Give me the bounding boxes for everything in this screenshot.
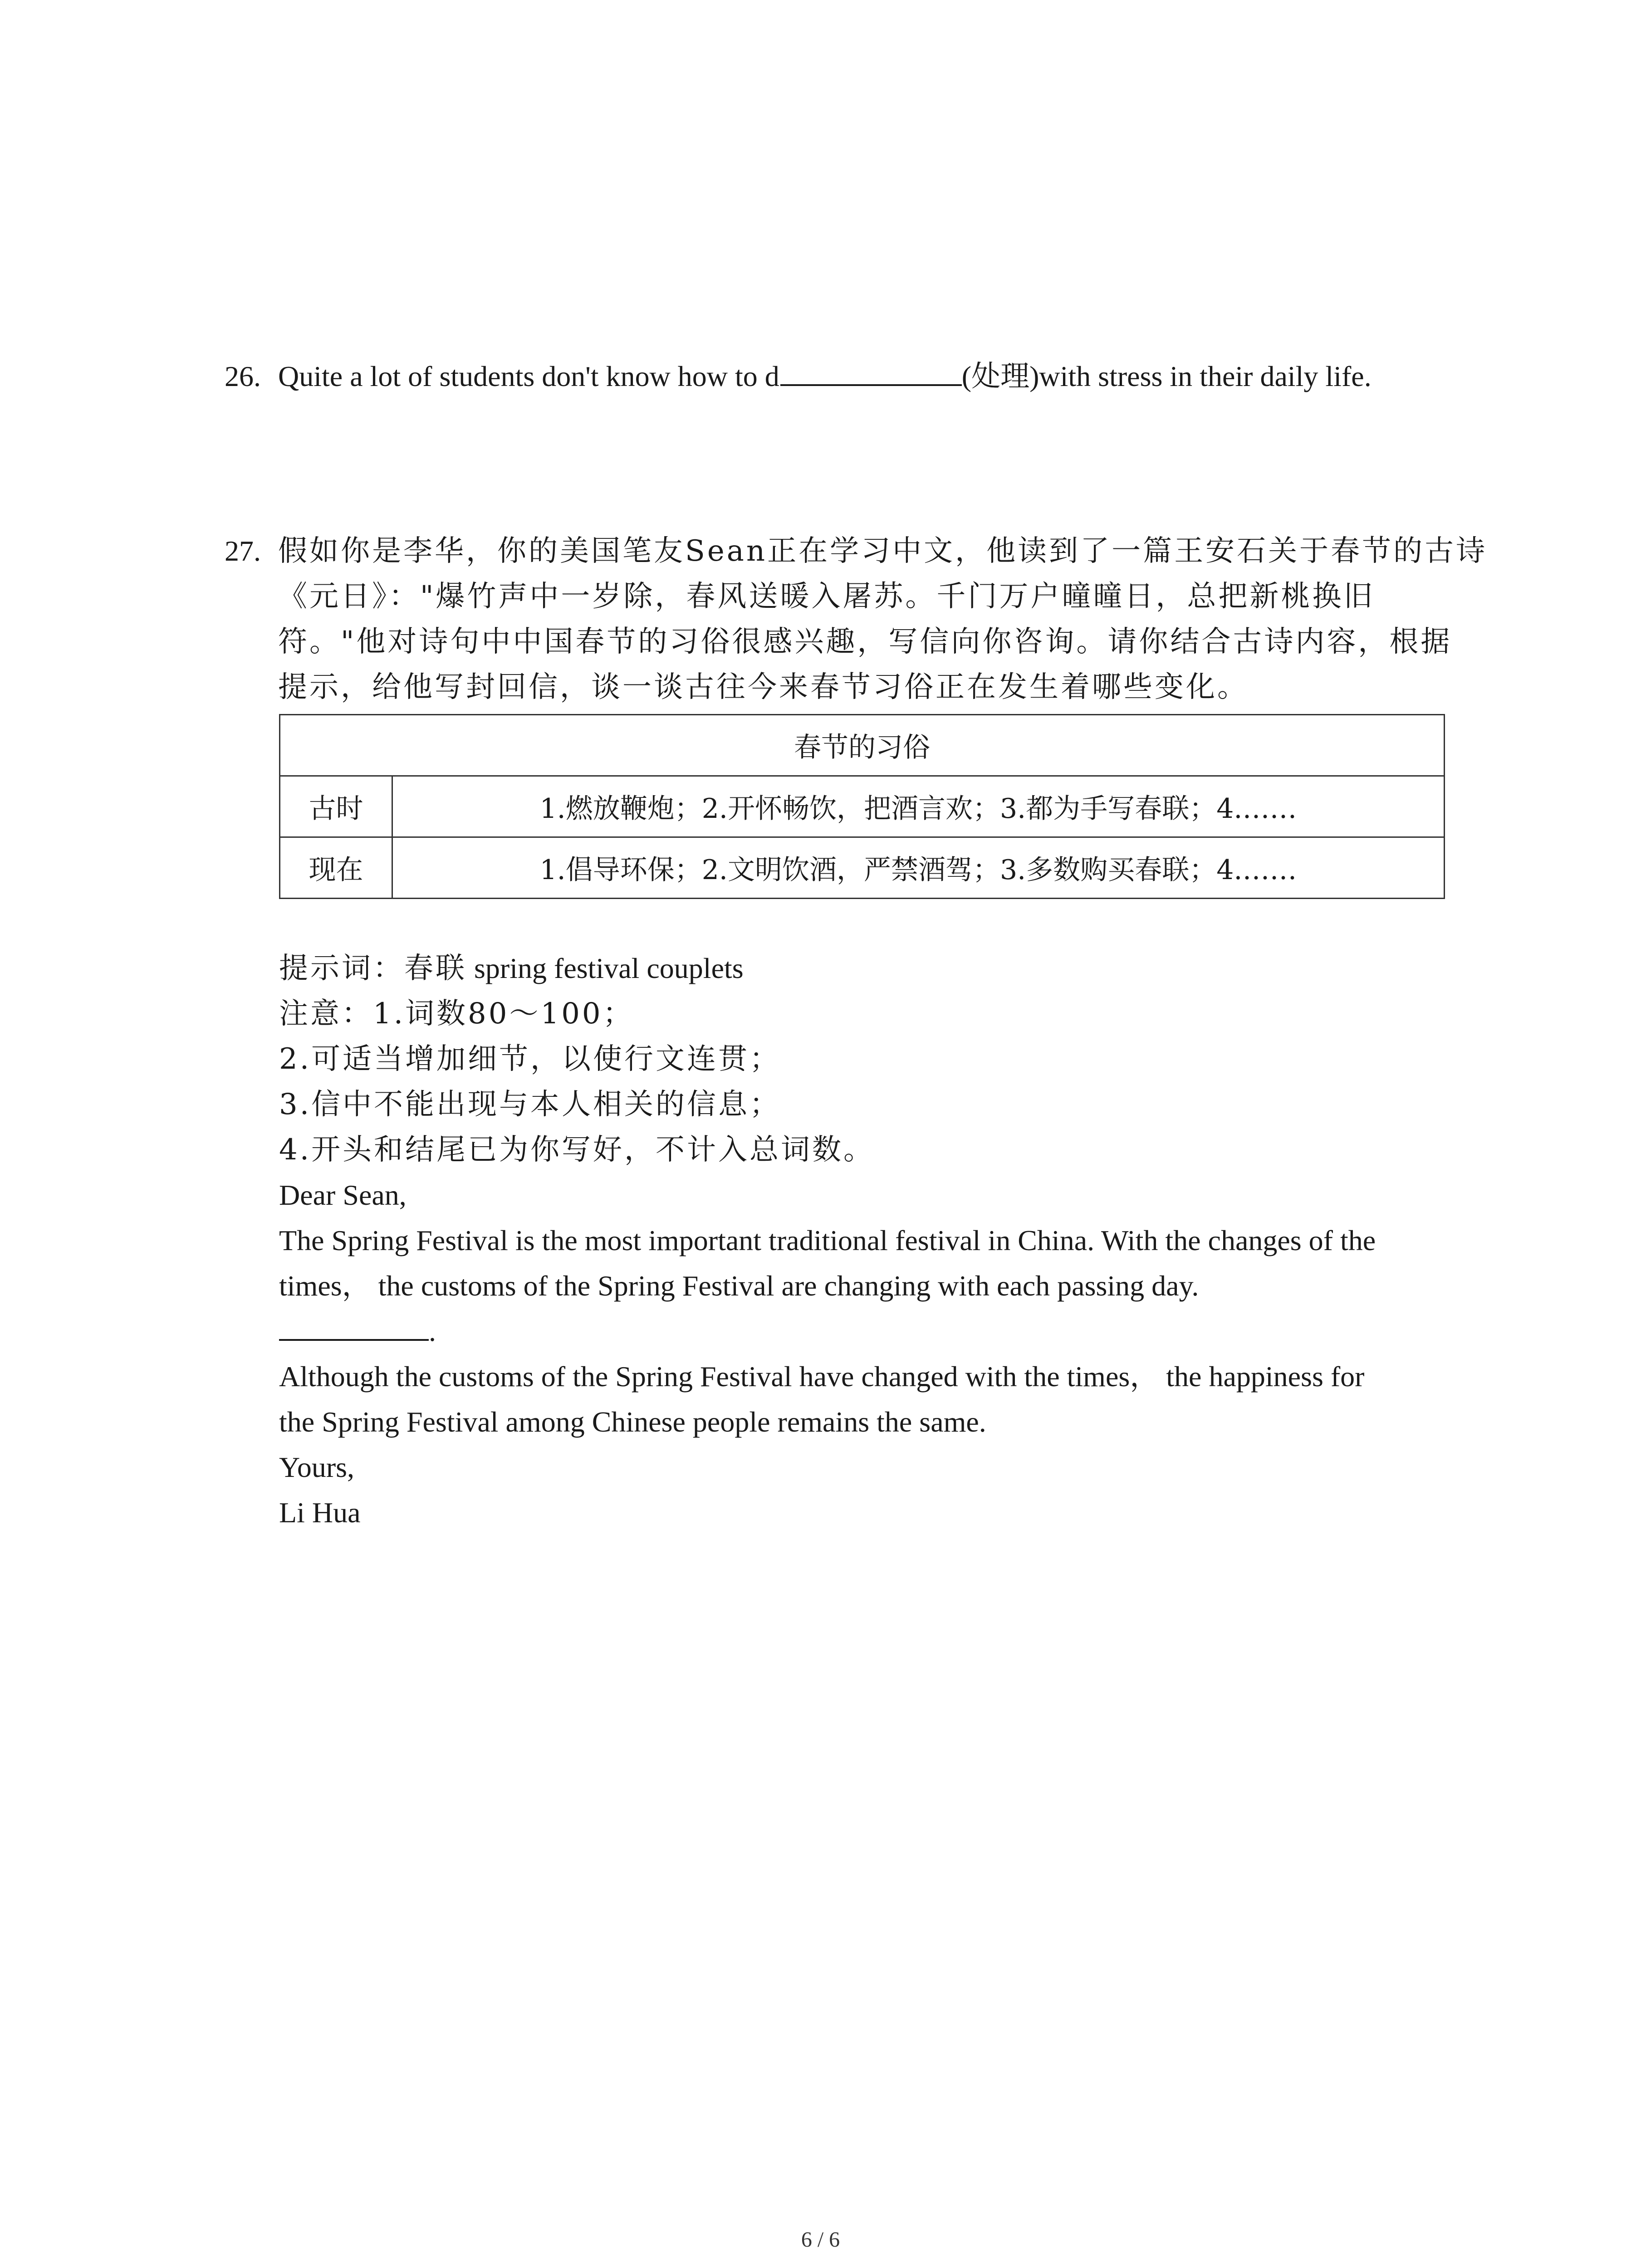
letter-name: Li Hua bbox=[279, 1496, 361, 1529]
blank-suffix: . bbox=[429, 1315, 436, 1347]
question-prompt bbox=[278, 528, 1488, 710]
question-text-after: (处理)with stress in their daily life. bbox=[961, 360, 1372, 392]
letter-closing: Although the customs of the Spring Festival have changed with the times， the happiness for bbox=[279, 1360, 1365, 1393]
note-line: 4.开头和结尾已为你写好，不计入总词数。 bbox=[279, 1133, 875, 1167]
hint-line bbox=[279, 946, 1459, 991]
table-row bbox=[280, 776, 1445, 837]
row-content: 1.燃放鞭炮；2.开怀畅饮，把酒言欢；3.都为手写春联；4.…… bbox=[392, 776, 1445, 837]
question-number: 26. bbox=[225, 360, 261, 392]
note-line: 3.信中不能出现与本人相关的信息； bbox=[279, 1088, 781, 1121]
table-row bbox=[280, 837, 1445, 899]
hint-english: spring festival couplets bbox=[467, 952, 744, 984]
note-line: 注意：1.词数80～100； bbox=[279, 997, 634, 1031]
question-26 bbox=[225, 354, 1495, 399]
prompt-line: 提示，给他写封回信，谈一谈古往今来春节习俗正在发生着哪些变化。 bbox=[278, 670, 1249, 704]
letter-signoff: Yours, bbox=[279, 1451, 355, 1483]
hint-label: 提示词：春联 bbox=[279, 952, 467, 985]
prompt-line: 假如你是李华，你的美国笔友Sean正在学习中文，他读到了一篇王安石关于春节的古诗 bbox=[278, 534, 1488, 568]
table-title: 春节的习俗 bbox=[280, 715, 1445, 776]
customs-table bbox=[279, 714, 1445, 899]
letter-opening: The Spring Festival is the most important traditional festival in China. With the changes of the bbox=[279, 1224, 1376, 1256]
letter-greeting: Dear Sean, bbox=[279, 1179, 407, 1211]
letter-opening: times， the customs of the Spring Festival are changing with each passing day. bbox=[279, 1270, 1199, 1302]
answer-blank[interactable] bbox=[780, 356, 962, 386]
letter-closing: the Spring Festival among Chinese people remains the same. bbox=[279, 1406, 986, 1438]
prompt-line: 《元日》："爆竹声中一岁除，春风送暖入屠苏。千门万户曈曈日，总把新桃换旧 bbox=[278, 580, 1375, 613]
page-number: 6 / 6 bbox=[801, 2228, 840, 2252]
letter-blank-line[interactable] bbox=[279, 1309, 1459, 1354]
question-text-before: Quite a lot of students don't know how to d bbox=[278, 360, 779, 392]
row-label: 古时 bbox=[280, 776, 392, 837]
row-label: 现在 bbox=[280, 837, 392, 899]
question-number: 27. bbox=[225, 535, 261, 567]
prompt-line: 符。"他对诗句中中国春节的习俗很感兴趣，写信向你咨询。请你结合古诗内容，根据 bbox=[278, 625, 1452, 659]
row-content: 1.倡导环保；2.文明饮酒，严禁酒驾；3.多数购买春联；4.…… bbox=[392, 837, 1445, 899]
writing-instructions bbox=[279, 946, 1459, 1535]
note-line: 2.可适当增加细节，以使行文连贯； bbox=[279, 1042, 781, 1076]
writing-blank[interactable] bbox=[279, 1312, 429, 1341]
table-header-row bbox=[280, 715, 1445, 776]
